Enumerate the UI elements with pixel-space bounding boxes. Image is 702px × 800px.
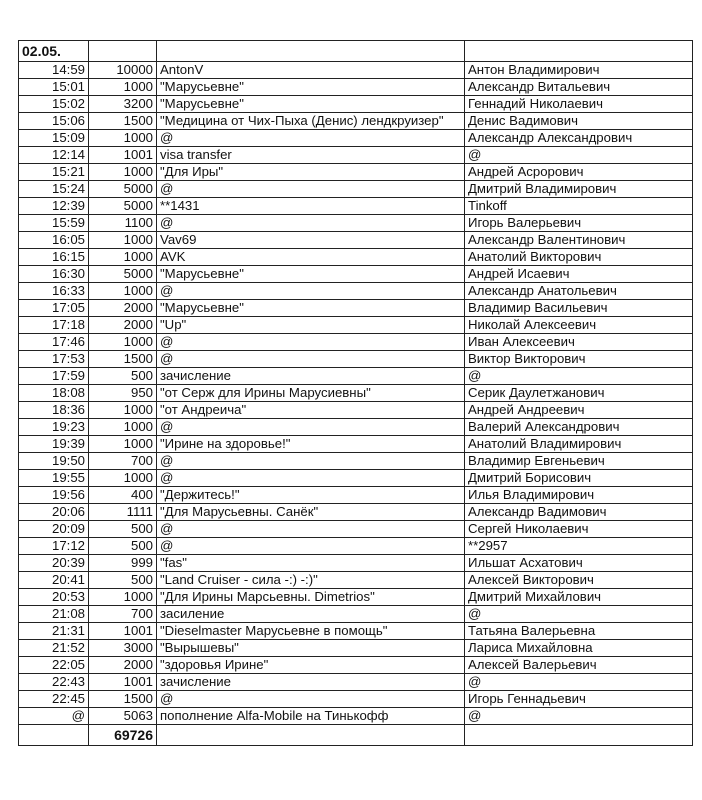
table-row xyxy=(19,487,693,504)
name-cell: Дмитрий Борисович xyxy=(465,470,693,487)
table-row xyxy=(19,351,693,368)
time-cell: 15:24 xyxy=(19,181,89,198)
comment-cell: "Для Марусьевны. Санёк" xyxy=(157,504,465,521)
comment-cell: **1431 xyxy=(157,198,465,215)
amount-cell: 1001 xyxy=(89,623,157,640)
table-row xyxy=(19,521,693,538)
name-cell: Владимир Евгеньевич xyxy=(465,453,693,470)
donations-table xyxy=(18,40,693,746)
amount-cell: 1500 xyxy=(89,691,157,708)
amount-cell: 1000 xyxy=(89,232,157,249)
amount-cell: 1111 xyxy=(89,504,157,521)
time-cell: 20:53 xyxy=(19,589,89,606)
time-cell: 19:56 xyxy=(19,487,89,504)
date-cell: 02.05. xyxy=(19,41,89,62)
table-row xyxy=(19,147,693,164)
name-cell: @ xyxy=(465,368,693,385)
time-cell: @ xyxy=(19,708,89,725)
name-cell: Ильшат Асхатович xyxy=(465,555,693,572)
time-cell: 17:05 xyxy=(19,300,89,317)
amount-cell: 10000 xyxy=(89,62,157,79)
name-cell: Анатолий Викторович xyxy=(465,249,693,266)
table-row xyxy=(19,640,693,657)
amount-cell: 1000 xyxy=(89,334,157,351)
comment-cell: "Марусьевне" xyxy=(157,266,465,283)
table-row xyxy=(19,657,693,674)
name-cell: Андрей Исаевич xyxy=(465,266,693,283)
amount-cell: 2000 xyxy=(89,657,157,674)
name-cell: Андрей Андреевич xyxy=(465,402,693,419)
time-cell: 21:08 xyxy=(19,606,89,623)
table-row xyxy=(19,504,693,521)
amount-cell: 1100 xyxy=(89,215,157,232)
comment-cell: @ xyxy=(157,691,465,708)
comment-cell: "Марусьевне" xyxy=(157,79,465,96)
table-row xyxy=(19,470,693,487)
amount-cell: 5063 xyxy=(89,708,157,725)
name-cell: Илья Владимирович xyxy=(465,487,693,504)
time-cell: 17:18 xyxy=(19,317,89,334)
name-cell: @ xyxy=(465,606,693,623)
comment-cell: @ xyxy=(157,130,465,147)
amount-cell: 1000 xyxy=(89,436,157,453)
table-row xyxy=(19,436,693,453)
table-row xyxy=(19,130,693,147)
name-cell: Анатолий Владимирович xyxy=(465,436,693,453)
name-cell: Дмитрий Михайлович xyxy=(465,589,693,606)
time-cell: 18:08 xyxy=(19,385,89,402)
time-cell: 15:02 xyxy=(19,96,89,113)
name-cell: Татьяна Валерьевна xyxy=(465,623,693,640)
comment-cell: @ xyxy=(157,521,465,538)
comment-cell: AVK xyxy=(157,249,465,266)
name-cell: Александр Вадимович xyxy=(465,504,693,521)
time-cell: 19:55 xyxy=(19,470,89,487)
name-cell: Сергей Николаевич xyxy=(465,521,693,538)
name-cell: Игорь Геннадьевич xyxy=(465,691,693,708)
comment-cell: "здоровья Ирине" xyxy=(157,657,465,674)
comment-cell: @ xyxy=(157,181,465,198)
time-cell: 20:06 xyxy=(19,504,89,521)
amount-cell: 1000 xyxy=(89,419,157,436)
comment-cell: visa transfer xyxy=(157,147,465,164)
table-row xyxy=(19,555,693,572)
time-cell: 17:46 xyxy=(19,334,89,351)
table-row xyxy=(19,215,693,232)
amount-cell: 1000 xyxy=(89,79,157,96)
table-row xyxy=(19,283,693,300)
name-cell: Серик Даулетжанович xyxy=(465,385,693,402)
name-cell: Алексей Валерьевич xyxy=(465,657,693,674)
table-row xyxy=(19,181,693,198)
time-cell: 20:41 xyxy=(19,572,89,589)
table-row xyxy=(19,113,693,130)
amount-cell: 400 xyxy=(89,487,157,504)
name-cell: Иван Алексеевич xyxy=(465,334,693,351)
table-row xyxy=(19,266,693,283)
amount-cell: 1001 xyxy=(89,147,157,164)
name-cell: Виктор Викторович xyxy=(465,351,693,368)
amount-cell: 1000 xyxy=(89,164,157,181)
table-row xyxy=(19,317,693,334)
total-empty-cell xyxy=(19,725,89,746)
time-cell: 15:06 xyxy=(19,113,89,130)
amount-cell: 2000 xyxy=(89,300,157,317)
comment-cell: "Марусьевне" xyxy=(157,300,465,317)
comment-cell: @ xyxy=(157,470,465,487)
table-row xyxy=(19,164,693,181)
table-row xyxy=(19,572,693,589)
name-cell: **2957 xyxy=(465,538,693,555)
amount-cell: 1000 xyxy=(89,402,157,419)
name-cell: Геннадий Николаевич xyxy=(465,96,693,113)
time-cell: 16:33 xyxy=(19,283,89,300)
time-cell: 19:50 xyxy=(19,453,89,470)
table-row xyxy=(19,385,693,402)
amount-cell: 1500 xyxy=(89,351,157,368)
comment-cell: "Вырышевы" xyxy=(157,640,465,657)
name-cell: Александр Анатольевич xyxy=(465,283,693,300)
comment-cell: "Up" xyxy=(157,317,465,334)
amount-cell: 2000 xyxy=(89,317,157,334)
comment-cell: зачисление xyxy=(157,368,465,385)
name-cell: Антон Владимирович xyxy=(465,62,693,79)
time-cell: 15:21 xyxy=(19,164,89,181)
time-cell: 12:39 xyxy=(19,198,89,215)
comment-cell: AntonV xyxy=(157,62,465,79)
name-cell: Андрей Асрорович xyxy=(465,164,693,181)
name-cell: @ xyxy=(465,674,693,691)
amount-cell: 1000 xyxy=(89,283,157,300)
comment-cell: @ xyxy=(157,453,465,470)
table-row xyxy=(19,249,693,266)
amount-cell: 1500 xyxy=(89,113,157,130)
comment-cell: "fas" xyxy=(157,555,465,572)
comment-cell: "Для Иры" xyxy=(157,164,465,181)
comment-cell: Vav69 xyxy=(157,232,465,249)
total-empty-cell xyxy=(465,725,693,746)
comment-cell: @ xyxy=(157,419,465,436)
amount-cell: 700 xyxy=(89,606,157,623)
table-row xyxy=(19,691,693,708)
time-cell: 18:36 xyxy=(19,402,89,419)
name-cell: Александр Витальевич xyxy=(465,79,693,96)
amount-cell: 3200 xyxy=(89,96,157,113)
comment-cell: засиление xyxy=(157,606,465,623)
table-row xyxy=(19,198,693,215)
time-cell: 15:59 xyxy=(19,215,89,232)
comment-cell: @ xyxy=(157,538,465,555)
table-row xyxy=(19,589,693,606)
time-cell: 19:23 xyxy=(19,419,89,436)
time-cell: 16:15 xyxy=(19,249,89,266)
table-row xyxy=(19,79,693,96)
table-row xyxy=(19,419,693,436)
amount-cell: 1000 xyxy=(89,249,157,266)
amount-cell: 5000 xyxy=(89,198,157,215)
time-cell: 17:12 xyxy=(19,538,89,555)
time-cell: 17:59 xyxy=(19,368,89,385)
name-cell: Игорь Валерьевич xyxy=(465,215,693,232)
time-cell: 14:59 xyxy=(19,62,89,79)
name-cell: Дмитрий Владимирович xyxy=(465,181,693,198)
table-row xyxy=(19,232,693,249)
table-row xyxy=(19,96,693,113)
header-empty-cell xyxy=(465,41,693,62)
comment-cell: "Для Ирины Марсьевны. Dimetrios" xyxy=(157,589,465,606)
amount-cell: 500 xyxy=(89,368,157,385)
table-row xyxy=(19,334,693,351)
comment-cell: @ xyxy=(157,351,465,368)
name-cell: Лариса Михайловна xyxy=(465,640,693,657)
comment-cell: "Марусьевне" xyxy=(157,96,465,113)
table-row xyxy=(19,62,693,79)
comment-cell: @ xyxy=(157,283,465,300)
comment-cell: "Держитесь!" xyxy=(157,487,465,504)
header-empty-cell xyxy=(89,41,157,62)
time-cell: 15:09 xyxy=(19,130,89,147)
name-cell: Николай Алексеевич xyxy=(465,317,693,334)
time-cell: 22:45 xyxy=(19,691,89,708)
amount-cell: 1000 xyxy=(89,470,157,487)
name-cell: Владимир Васильевич xyxy=(465,300,693,317)
amount-cell: 5000 xyxy=(89,181,157,198)
amount-cell: 950 xyxy=(89,385,157,402)
time-cell: 20:09 xyxy=(19,521,89,538)
name-cell: Александр Александрович xyxy=(465,130,693,147)
comment-cell: @ xyxy=(157,215,465,232)
total-amount-cell: 69726 xyxy=(89,725,157,746)
table-row xyxy=(19,538,693,555)
name-cell: Валерий Александрович xyxy=(465,419,693,436)
comment-cell: пополнение Alfa-Mobile на Тинькофф xyxy=(157,708,465,725)
amount-cell: 500 xyxy=(89,521,157,538)
amount-cell: 500 xyxy=(89,538,157,555)
comment-cell: зачисление xyxy=(157,674,465,691)
amount-cell: 999 xyxy=(89,555,157,572)
name-cell: @ xyxy=(465,147,693,164)
time-cell: 19:39 xyxy=(19,436,89,453)
comment-cell: "Land Cruiser - сила -:) -:)" xyxy=(157,572,465,589)
time-cell: 20:39 xyxy=(19,555,89,572)
table-row xyxy=(19,674,693,691)
table-row xyxy=(19,453,693,470)
name-cell: Tinkoff xyxy=(465,198,693,215)
total-row xyxy=(19,725,693,746)
table-row xyxy=(19,708,693,725)
time-cell: 22:05 xyxy=(19,657,89,674)
amount-cell: 1000 xyxy=(89,130,157,147)
table-row xyxy=(19,623,693,640)
time-cell: 12:14 xyxy=(19,147,89,164)
amount-cell: 1000 xyxy=(89,589,157,606)
header-row xyxy=(19,41,693,62)
comment-cell: "Dieselmaster Марусьевне в помощь" xyxy=(157,623,465,640)
time-cell: 21:31 xyxy=(19,623,89,640)
comment-cell: "Ирине на здоровье!" xyxy=(157,436,465,453)
table-row xyxy=(19,300,693,317)
comment-cell: @ xyxy=(157,334,465,351)
comment-cell: "Медицина от Чих-Пыха (Денис) лендкруизер" xyxy=(157,113,465,130)
table-row xyxy=(19,368,693,385)
comment-cell: "от Серж для Ирины Марусиевны" xyxy=(157,385,465,402)
amount-cell: 700 xyxy=(89,453,157,470)
name-cell: Александр Валентинович xyxy=(465,232,693,249)
name-cell: Алексей Викторович xyxy=(465,572,693,589)
time-cell: 17:53 xyxy=(19,351,89,368)
name-cell: Денис Вадимович xyxy=(465,113,693,130)
time-cell: 22:43 xyxy=(19,674,89,691)
amount-cell: 500 xyxy=(89,572,157,589)
time-cell: 21:52 xyxy=(19,640,89,657)
header-empty-cell xyxy=(157,41,465,62)
name-cell: @ xyxy=(465,708,693,725)
time-cell: 15:01 xyxy=(19,79,89,96)
comment-cell: "от Андреича" xyxy=(157,402,465,419)
amount-cell: 1001 xyxy=(89,674,157,691)
time-cell: 16:30 xyxy=(19,266,89,283)
amount-cell: 5000 xyxy=(89,266,157,283)
table-row xyxy=(19,606,693,623)
time-cell: 16:05 xyxy=(19,232,89,249)
table-row xyxy=(19,402,693,419)
amount-cell: 3000 xyxy=(89,640,157,657)
total-empty-cell xyxy=(157,725,465,746)
